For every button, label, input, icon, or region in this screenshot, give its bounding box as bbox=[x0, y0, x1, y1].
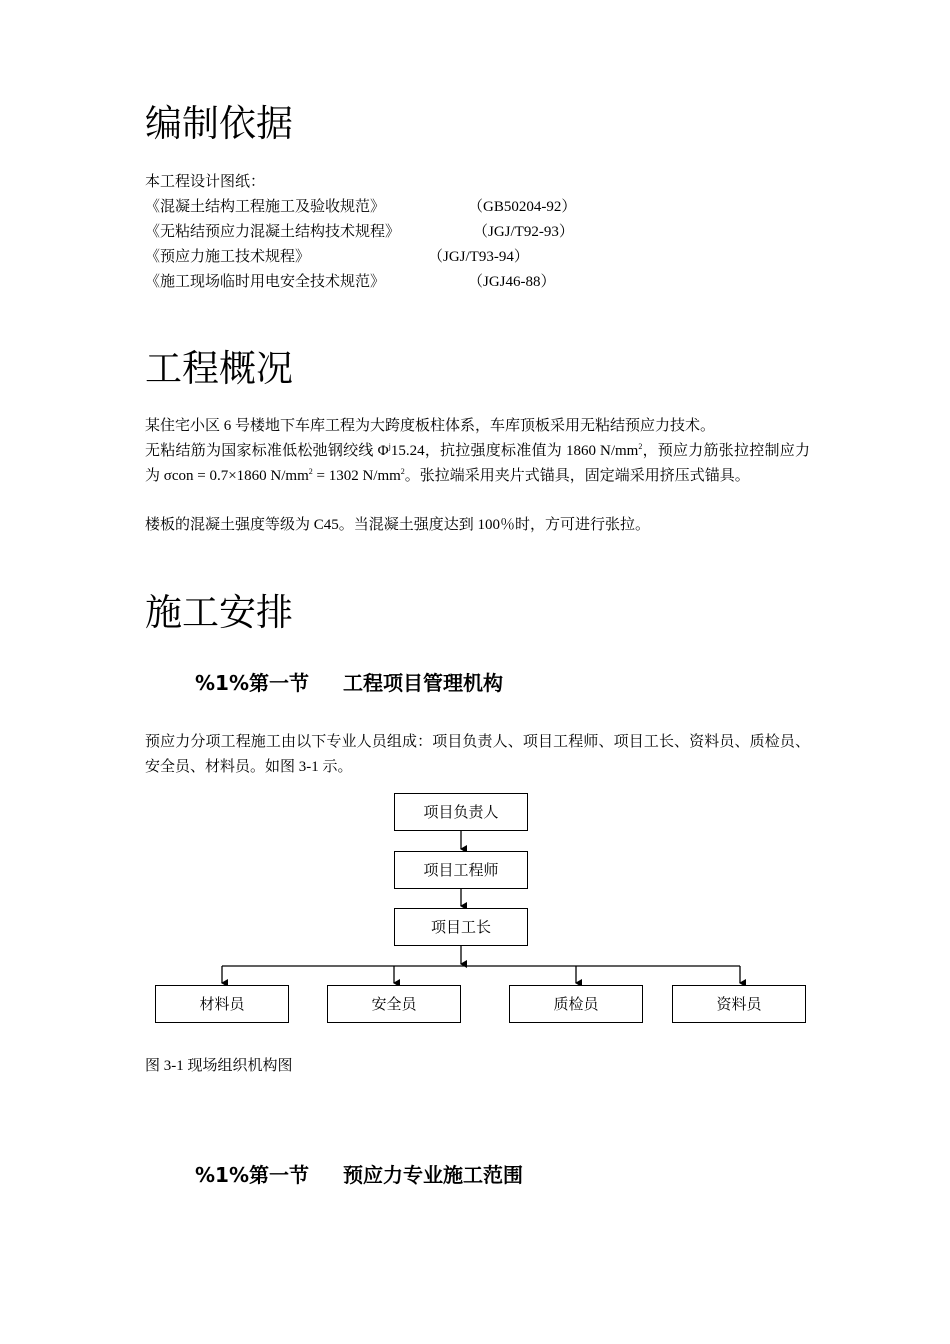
org-box-foreman: 项目工长 bbox=[394, 908, 528, 946]
ref-name: 《无粘结预应力混凝土结构技术规程》 bbox=[145, 224, 401, 240]
org-box-project-engineer: 项目工程师 bbox=[394, 851, 528, 889]
overview-paragraph-3: 楼板的混凝土强度等级为 C45。当混凝土强度达到 100％时，方可进行张拉。 bbox=[145, 517, 651, 533]
subheading-prestress-scope: %1%第一节 预应力专业施工范围 bbox=[195, 1163, 523, 1187]
ref-code: （GB50204-92） bbox=[468, 199, 577, 215]
figure-caption: 图 3-1 现场组织机构图 bbox=[145, 1058, 293, 1074]
ref-name: 《施工现场临时用电安全技术规范》 bbox=[145, 274, 386, 290]
ref-code: （JGJ/T93-94） bbox=[428, 249, 529, 265]
ref-code: （JGJ/T92-93） bbox=[473, 224, 574, 240]
subheading-management: %1%第一节 工程项目管理机构 bbox=[195, 671, 503, 695]
overview-paragraph-2: 无粘结筋为国家标准低松弛钢绞线 $\Phi^j15.24$，抗拉强度标准值为 1860 $N/mm^2$，预应力筋张拉控制应力为 σcon = 0.7×1860 $N/mm^2 = 1302$ $N/mm^2$。张拉端采用夹片式锚具，固定端采用挤压式锚具。 bbox=[145, 442, 810, 484]
refs-intro: 本工程设计图纸： bbox=[145, 174, 266, 190]
heading-project-overview: 工程概况 bbox=[145, 347, 293, 390]
heading-compile-basis: 编制依据 bbox=[145, 102, 293, 145]
ref-name: 《混凝土结构工程施工及验收规范》 bbox=[145, 199, 386, 215]
org-box-quality-inspector: 质检员 bbox=[509, 985, 643, 1023]
ref-name: 《预应力施工技术规程》 bbox=[145, 249, 311, 265]
org-box-document-clerk: 资料员 bbox=[672, 985, 806, 1023]
management-paragraph: 预应力分项工程施工由以下专业人员组成：项目负责人、项目工程师、项目工长、资料员、质检员、安全员、材料员。如图 3-1 示。 bbox=[145, 734, 810, 775]
org-box-material-clerk: 材料员 bbox=[155, 985, 289, 1023]
org-box-project-leader: 项目负责人 bbox=[394, 793, 528, 831]
heading-construction-arrangement: 施工安排 bbox=[145, 591, 293, 634]
org-box-safety-officer: 安全员 bbox=[327, 985, 461, 1023]
overview-paragraph-1: 某住宅小区 6 号楼地下车库工程为大跨度板柱体系，车库顶板采用无粘结预应力技术。 bbox=[145, 418, 716, 434]
ref-code: （JGJ46-88） bbox=[468, 274, 556, 290]
